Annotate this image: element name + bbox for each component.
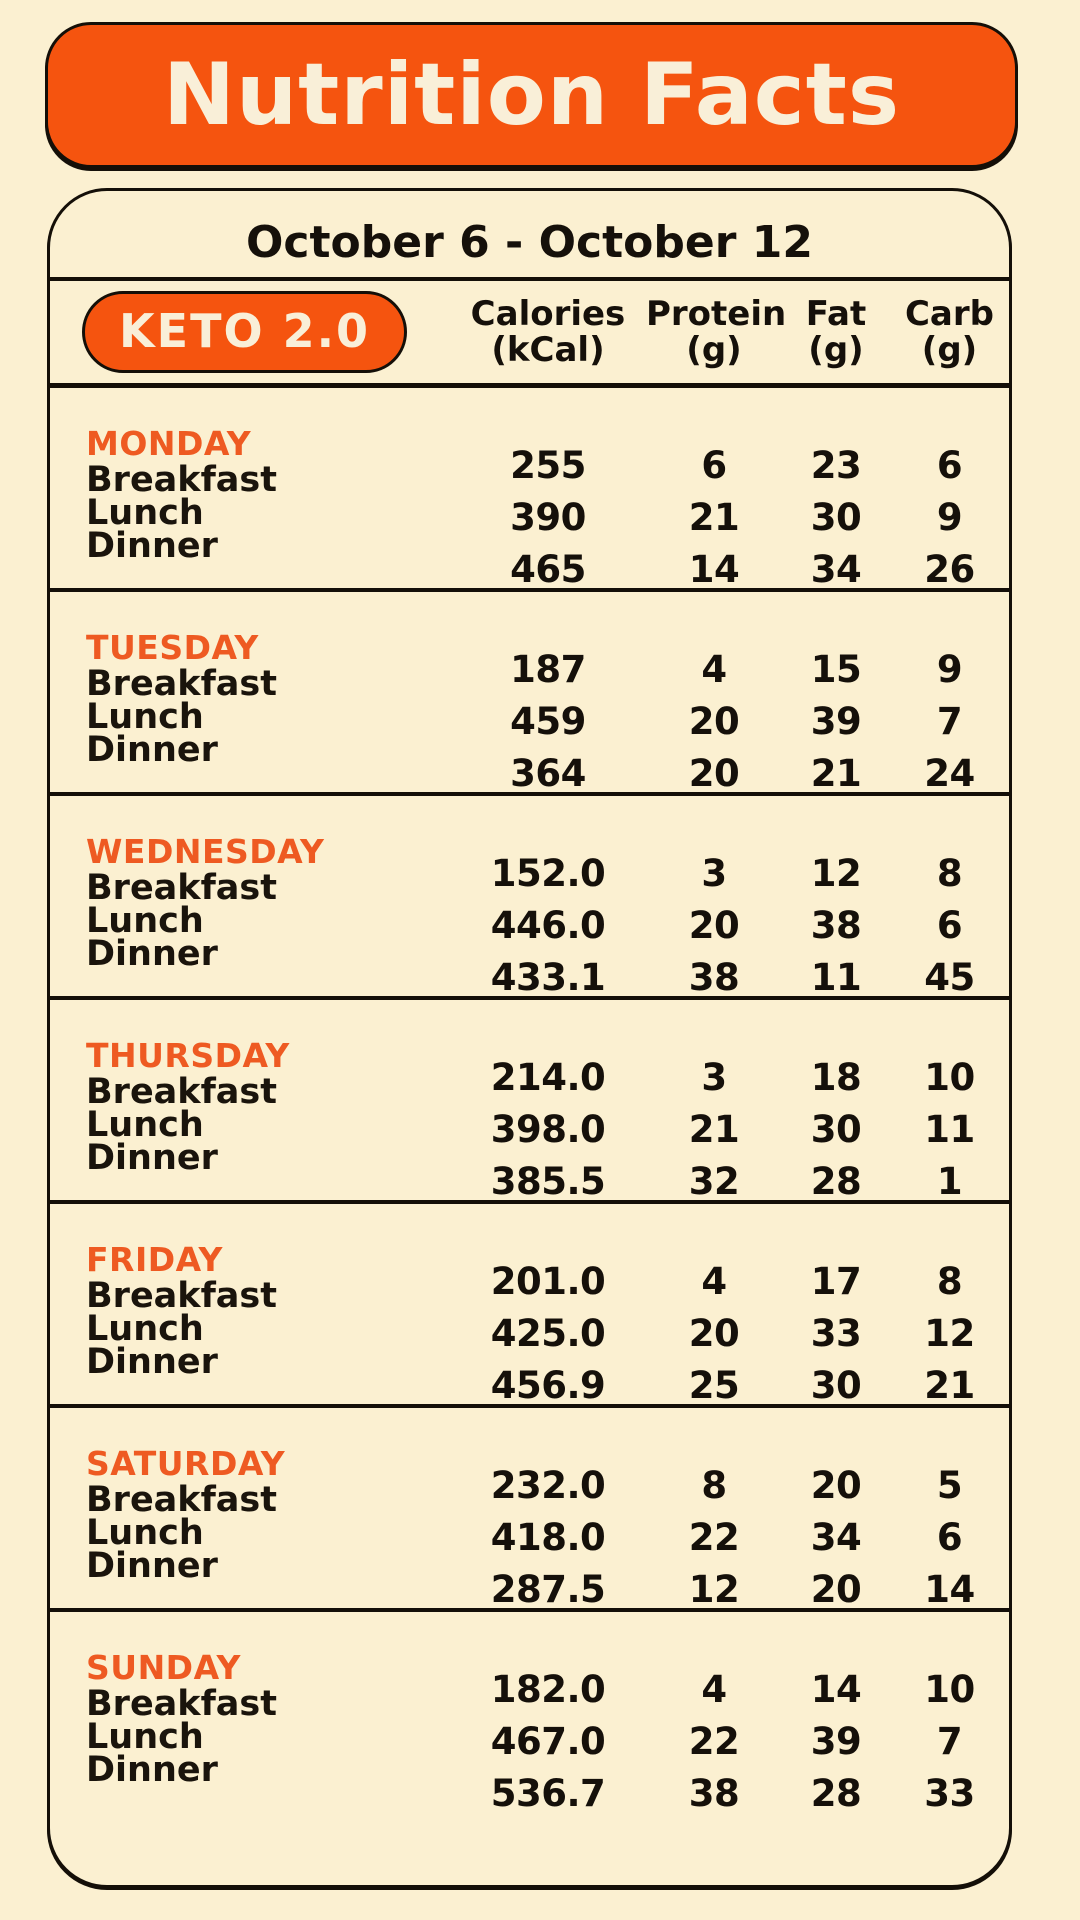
page-title: Nutrition Facts — [162, 45, 901, 145]
day-values-grid — [450, 592, 1009, 795]
day-block — [50, 588, 1009, 795]
meal-label-lunch: Lunch — [86, 493, 204, 533]
value-lunch-carb: 7 — [936, 699, 963, 743]
value-lunch-protein: 20 — [688, 699, 740, 743]
value-dinner-protein: 38 — [688, 1771, 740, 1815]
value-lunch-calories: 390 — [510, 495, 586, 539]
value-dinner-calories: 456.9 — [490, 1363, 606, 1407]
day-name: SUNDAY — [86, 1648, 241, 1687]
day-name: FRIDAY — [86, 1240, 223, 1279]
value-breakfast-protein: 3 — [701, 1055, 727, 1099]
value-breakfast-calories: 152.0 — [490, 851, 606, 895]
value-lunch-protein: 20 — [688, 1311, 740, 1355]
value-breakfast-carb: 10 — [924, 1667, 975, 1711]
value-lunch-fat: 30 — [810, 495, 862, 539]
value-lunch-fat: 39 — [810, 1719, 862, 1763]
value-dinner-calories: 536.7 — [490, 1771, 606, 1815]
value-breakfast-protein: 6 — [701, 443, 727, 487]
value-dinner-carb: 26 — [924, 547, 975, 591]
value-breakfast-protein: 4 — [701, 647, 727, 691]
day-name: SATURDAY — [86, 1444, 286, 1483]
value-breakfast-carb: 5 — [936, 1463, 963, 1507]
value-breakfast-protein: 3 — [701, 851, 727, 895]
meal-label-breakfast: Breakfast — [86, 460, 277, 500]
day-block — [50, 388, 1009, 591]
date-range: October 6 - October 12 — [246, 217, 813, 268]
day-label-column — [50, 1408, 450, 1608]
meal-label-lunch: Lunch — [86, 1105, 204, 1145]
value-breakfast-fat: 18 — [810, 1055, 862, 1099]
value-lunch-carb: 6 — [936, 903, 963, 947]
day-label-column — [50, 1204, 450, 1404]
day-name: WEDNESDAY — [86, 832, 325, 871]
day-name: MONDAY — [86, 424, 252, 463]
value-dinner-calories: 287.5 — [490, 1567, 606, 1611]
day-values-grid — [450, 388, 1009, 591]
value-dinner-fat: 21 — [810, 751, 862, 795]
value-dinner-fat: 20 — [810, 1567, 862, 1611]
value-dinner-fat: 30 — [810, 1363, 862, 1407]
value-dinner-protein: 14 — [688, 547, 740, 591]
value-dinner-fat: 28 — [810, 1159, 862, 1203]
table-header-row — [50, 281, 1009, 383]
value-dinner-carb: 33 — [924, 1771, 975, 1815]
title-banner — [45, 22, 1018, 168]
value-lunch-calories: 467.0 — [490, 1719, 606, 1763]
meal-label-breakfast: Breakfast — [86, 664, 277, 704]
column-label: Carb — [904, 294, 994, 334]
value-lunch-carb: 6 — [936, 1515, 963, 1559]
value-dinner-carb: 21 — [924, 1363, 975, 1407]
value-lunch-protein: 22 — [688, 1515, 740, 1559]
day-label-column — [50, 796, 450, 996]
value-breakfast-calories: 255 — [510, 443, 586, 487]
value-lunch-fat: 30 — [810, 1107, 862, 1151]
nutrition-facts-card — [47, 188, 1012, 1888]
value-lunch-carb: 11 — [924, 1107, 975, 1151]
meal-label-lunch: Lunch — [86, 1309, 204, 1349]
value-lunch-carb: 7 — [936, 1719, 963, 1763]
value-breakfast-fat: 17 — [810, 1259, 862, 1303]
value-breakfast-fat: 23 — [810, 443, 862, 487]
value-dinner-calories: 433.1 — [490, 955, 606, 999]
value-dinner-fat: 28 — [810, 1771, 862, 1815]
column-header-fat — [782, 296, 890, 368]
value-breakfast-calories: 214.0 — [490, 1055, 606, 1099]
value-breakfast-protein: 4 — [701, 1259, 727, 1303]
day-block — [50, 996, 1009, 1203]
meal-label-dinner: Dinner — [86, 934, 218, 974]
day-name: THURSDAY — [86, 1036, 290, 1075]
value-breakfast-calories: 201.0 — [490, 1259, 606, 1303]
value-lunch-protein: 21 — [688, 1107, 740, 1151]
value-dinner-calories: 364 — [510, 751, 586, 795]
value-lunch-fat: 33 — [810, 1311, 862, 1355]
meal-label-dinner: Dinner — [86, 730, 218, 770]
meal-label-lunch: Lunch — [86, 697, 204, 737]
value-dinner-fat: 11 — [810, 955, 862, 999]
diet-badge: KETO 2.0 — [82, 291, 407, 373]
value-lunch-calories: 459 — [510, 699, 586, 743]
meal-label-dinner: Dinner — [86, 1750, 218, 1790]
column-unit: (g) — [686, 330, 742, 370]
value-breakfast-calories: 187 — [510, 647, 586, 691]
value-lunch-fat: 39 — [810, 699, 862, 743]
value-lunch-calories: 446.0 — [490, 903, 606, 947]
value-lunch-calories: 398.0 — [490, 1107, 606, 1151]
value-lunch-carb: 9 — [936, 495, 963, 539]
meal-label-lunch: Lunch — [86, 1717, 204, 1757]
day-block — [50, 1200, 1009, 1407]
value-breakfast-protein: 4 — [701, 1667, 727, 1711]
value-breakfast-calories: 182.0 — [490, 1667, 606, 1711]
day-values-grid — [450, 1612, 1009, 1815]
value-breakfast-carb: 10 — [924, 1055, 975, 1099]
meal-label-lunch: Lunch — [86, 901, 204, 941]
value-lunch-protein: 22 — [688, 1719, 740, 1763]
value-dinner-fat: 34 — [810, 547, 862, 591]
meal-label-dinner: Dinner — [86, 1546, 218, 1586]
value-breakfast-calories: 232.0 — [490, 1463, 606, 1507]
value-dinner-calories: 385.5 — [490, 1159, 606, 1203]
column-header-carb — [890, 296, 1009, 368]
day-values-grid — [450, 796, 1009, 999]
value-lunch-fat: 34 — [810, 1515, 862, 1559]
day-block — [50, 792, 1009, 999]
meal-label-breakfast: Breakfast — [86, 1684, 277, 1724]
value-lunch-protein: 20 — [688, 903, 740, 947]
meal-label-dinner: Dinner — [86, 1342, 218, 1382]
value-breakfast-fat: 20 — [810, 1463, 862, 1507]
value-dinner-protein: 38 — [688, 955, 740, 999]
value-dinner-protein: 12 — [688, 1567, 740, 1611]
day-label-column — [50, 1000, 450, 1200]
value-lunch-carb: 12 — [924, 1311, 975, 1355]
value-breakfast-carb: 9 — [936, 647, 963, 691]
column-header-protein — [646, 294, 787, 370]
value-lunch-calories: 425.0 — [490, 1311, 606, 1355]
day-label-column — [50, 388, 450, 588]
value-dinner-carb: 24 — [924, 751, 975, 795]
value-dinner-protein: 20 — [688, 751, 740, 795]
diet-badge-cell — [50, 291, 450, 373]
value-dinner-carb: 14 — [924, 1567, 975, 1611]
value-breakfast-carb: 8 — [936, 851, 963, 895]
meal-label-breakfast: Breakfast — [86, 1276, 277, 1316]
column-label: Fat — [805, 294, 867, 334]
day-values-grid — [450, 1204, 1009, 1407]
value-breakfast-fat: 14 — [810, 1667, 862, 1711]
column-unit: (g) — [921, 330, 978, 370]
column-unit: (g) — [808, 330, 864, 370]
meal-label-breakfast: Breakfast — [86, 1072, 277, 1112]
day-values-grid — [450, 1000, 1009, 1203]
value-dinner-protein: 32 — [688, 1159, 740, 1203]
value-dinner-carb: 1 — [936, 1159, 963, 1203]
value-dinner-protein: 25 — [688, 1363, 740, 1407]
value-lunch-calories: 418.0 — [490, 1515, 606, 1559]
day-block — [50, 1608, 1009, 1815]
column-label: Protein — [646, 294, 787, 334]
value-breakfast-fat: 12 — [810, 851, 862, 895]
day-block — [50, 1404, 1009, 1611]
day-label-column — [50, 592, 450, 792]
day-values-grid — [450, 1408, 1009, 1611]
meal-label-dinner: Dinner — [86, 1138, 218, 1178]
column-header-calories — [450, 296, 646, 368]
meal-label-breakfast: Breakfast — [86, 1480, 277, 1520]
day-name: TUESDAY — [86, 628, 259, 667]
day-list — [50, 388, 1009, 1815]
meal-label-lunch: Lunch — [86, 1513, 204, 1553]
column-label: Calories — [470, 294, 626, 334]
meal-label-breakfast: Breakfast — [86, 868, 277, 908]
value-breakfast-carb: 6 — [936, 443, 963, 487]
value-lunch-fat: 38 — [810, 903, 862, 947]
value-dinner-calories: 465 — [510, 547, 586, 591]
value-breakfast-protein: 8 — [701, 1463, 727, 1507]
value-breakfast-fat: 15 — [810, 647, 862, 691]
meal-label-dinner: Dinner — [86, 526, 218, 566]
day-label-column — [50, 1612, 450, 1812]
column-unit: (kCal) — [491, 330, 605, 370]
value-lunch-protein: 21 — [688, 495, 740, 539]
value-dinner-carb: 45 — [924, 955, 975, 999]
value-breakfast-carb: 8 — [936, 1259, 963, 1303]
